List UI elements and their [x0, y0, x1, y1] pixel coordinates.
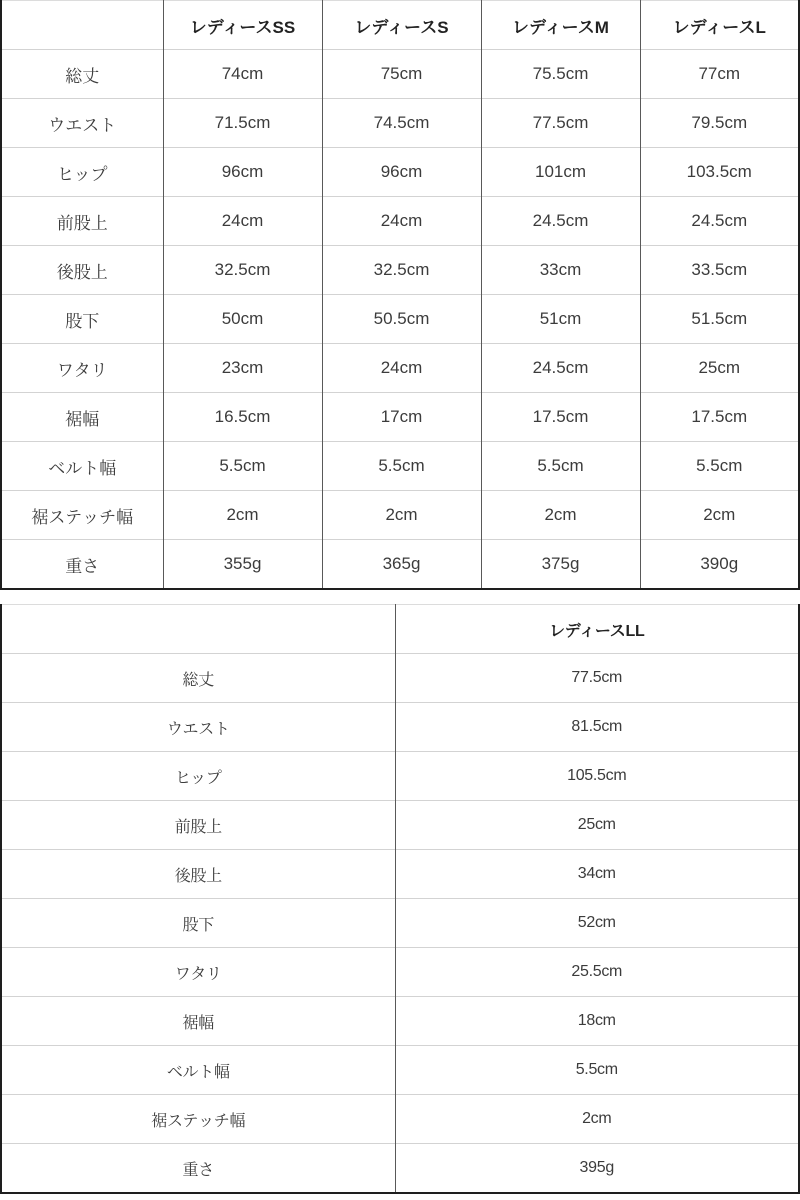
- size-value-cell: 51.5cm: [640, 295, 799, 344]
- size-value-cell: 2cm: [481, 491, 640, 540]
- size-value-cell: 24cm: [322, 344, 481, 393]
- size-value-cell: 105.5cm: [395, 752, 799, 801]
- table-row: [1, 246, 799, 295]
- size-value-cell: 2cm: [640, 491, 799, 540]
- size-value-cell: 101cm: [481, 148, 640, 197]
- size-value-cell: 24cm: [163, 197, 322, 246]
- table-row: [1, 801, 799, 850]
- row-label: ウエスト: [1, 99, 163, 148]
- size-value-cell: 24cm: [322, 197, 481, 246]
- row-label: 前股上: [1, 197, 163, 246]
- size-value-cell: 96cm: [163, 148, 322, 197]
- size-value-cell: 74cm: [163, 50, 322, 99]
- size-table-ss-to-l: [0, 0, 800, 590]
- row-label: 裾ステッチ幅: [1, 491, 163, 540]
- size-value-cell: 5.5cm: [322, 442, 481, 491]
- size-value-cell: 23cm: [163, 344, 322, 393]
- size-value-cell: 71.5cm: [163, 99, 322, 148]
- corner-cell: [1, 1, 163, 50]
- size-value-cell: 365g: [322, 540, 481, 590]
- row-label: 裾ステッチ幅: [1, 1095, 395, 1144]
- size-value-cell: 75.5cm: [481, 50, 640, 99]
- row-label: ワタリ: [1, 344, 163, 393]
- size-value-cell: 25cm: [640, 344, 799, 393]
- size-value-cell: 79.5cm: [640, 99, 799, 148]
- table-row: [1, 850, 799, 899]
- row-label: 股下: [1, 899, 395, 948]
- corner-cell: [1, 605, 395, 654]
- size-table-ll: [0, 604, 800, 1194]
- size-value-cell: 50.5cm: [322, 295, 481, 344]
- column-header: レディースSS: [163, 1, 322, 50]
- size-value-cell: 395g: [395, 1144, 799, 1194]
- table-row: [1, 393, 799, 442]
- size-value-cell: 17.5cm: [481, 393, 640, 442]
- size-value-cell: 24.5cm: [640, 197, 799, 246]
- row-label: 前股上: [1, 801, 395, 850]
- size-value-cell: 34cm: [395, 850, 799, 899]
- table-row: [1, 752, 799, 801]
- size-value-cell: 16.5cm: [163, 393, 322, 442]
- size-value-cell: 2cm: [395, 1095, 799, 1144]
- size-value-cell: 77.5cm: [481, 99, 640, 148]
- size-value-cell: 17.5cm: [640, 393, 799, 442]
- size-value-cell: 74.5cm: [322, 99, 481, 148]
- size-value-cell: 2cm: [163, 491, 322, 540]
- size-value-cell: 77cm: [640, 50, 799, 99]
- row-label: 後股上: [1, 850, 395, 899]
- size-value-cell: 51cm: [481, 295, 640, 344]
- column-header: レディースS: [322, 1, 481, 50]
- size-value-cell: 18cm: [395, 997, 799, 1046]
- size-value-cell: 25.5cm: [395, 948, 799, 997]
- size-value-cell: 390g: [640, 540, 799, 590]
- size-value-cell: 33.5cm: [640, 246, 799, 295]
- header-row: [1, 605, 799, 654]
- size-value-cell: 5.5cm: [481, 442, 640, 491]
- row-label: 裾幅: [1, 393, 163, 442]
- column-header: レディースL: [640, 1, 799, 50]
- row-label: ウエスト: [1, 703, 395, 752]
- row-label: 重さ: [1, 540, 163, 590]
- row-label: 股下: [1, 295, 163, 344]
- size-value-cell: 2cm: [322, 491, 481, 540]
- row-label: ヒップ: [1, 148, 163, 197]
- size-value-cell: 96cm: [322, 148, 481, 197]
- table-row: [1, 148, 799, 197]
- table-row: [1, 703, 799, 752]
- table-row: [1, 50, 799, 99]
- table-row: [1, 654, 799, 703]
- table-row: [1, 197, 799, 246]
- size-value-cell: 75cm: [322, 50, 481, 99]
- size-value-cell: 24.5cm: [481, 197, 640, 246]
- size-value-cell: 50cm: [163, 295, 322, 344]
- size-value-cell: 32.5cm: [322, 246, 481, 295]
- row-label: 裾幅: [1, 997, 395, 1046]
- size-value-cell: 355g: [163, 540, 322, 590]
- size-value-cell: 32.5cm: [163, 246, 322, 295]
- row-label: 後股上: [1, 246, 163, 295]
- size-value-cell: 77.5cm: [395, 654, 799, 703]
- row-label: ベルト幅: [1, 442, 163, 491]
- row-label: 総丈: [1, 50, 163, 99]
- column-header: レディースLL: [395, 605, 799, 654]
- size-value-cell: 103.5cm: [640, 148, 799, 197]
- row-label: ベルト幅: [1, 1046, 395, 1095]
- table-row: [1, 540, 799, 590]
- size-value-cell: 5.5cm: [163, 442, 322, 491]
- table-row: [1, 1095, 799, 1144]
- header-row: [1, 1, 799, 50]
- table-row: [1, 344, 799, 393]
- table-row: [1, 442, 799, 491]
- table-row: [1, 948, 799, 997]
- size-value-cell: 375g: [481, 540, 640, 590]
- size-value-cell: 81.5cm: [395, 703, 799, 752]
- table-row: [1, 491, 799, 540]
- table-row: [1, 997, 799, 1046]
- table-row: [1, 295, 799, 344]
- size-value-cell: 52cm: [395, 899, 799, 948]
- size-value-cell: 5.5cm: [395, 1046, 799, 1095]
- row-label: 総丈: [1, 654, 395, 703]
- table-row: [1, 99, 799, 148]
- size-value-cell: 24.5cm: [481, 344, 640, 393]
- size-value-cell: 25cm: [395, 801, 799, 850]
- row-label: ワタリ: [1, 948, 395, 997]
- row-label: 重さ: [1, 1144, 395, 1194]
- size-value-cell: 5.5cm: [640, 442, 799, 491]
- row-label: ヒップ: [1, 752, 395, 801]
- table-row: [1, 899, 799, 948]
- size-value-cell: 17cm: [322, 393, 481, 442]
- size-value-cell: 33cm: [481, 246, 640, 295]
- column-header: レディースM: [481, 1, 640, 50]
- table-row: [1, 1046, 799, 1095]
- table-row: [1, 1144, 799, 1194]
